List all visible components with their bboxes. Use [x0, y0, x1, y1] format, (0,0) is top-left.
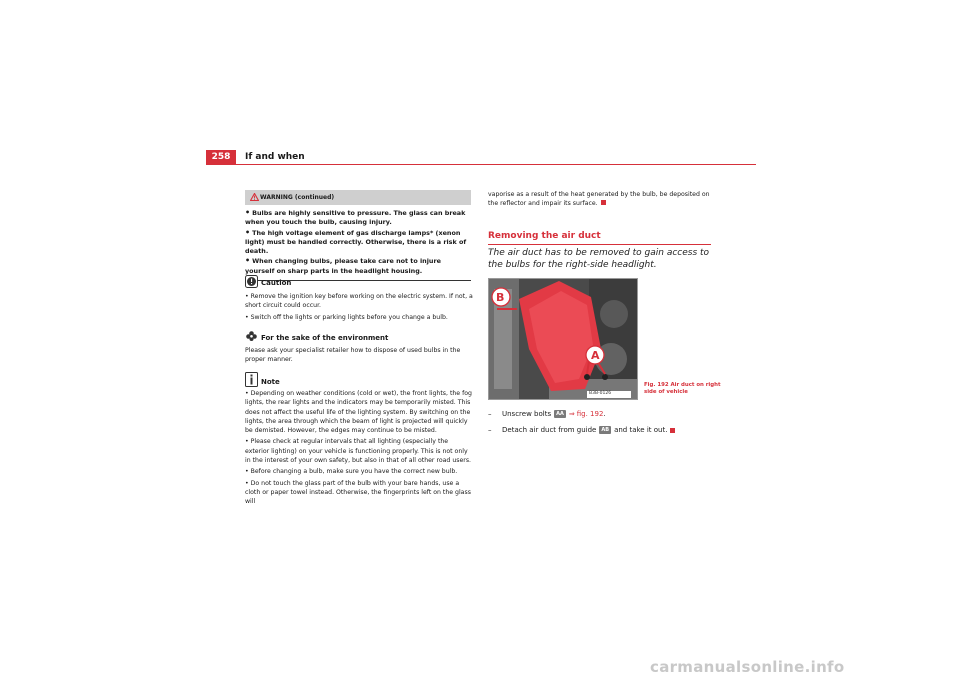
figure-illustration [489, 279, 637, 399]
caution-body [245, 292, 473, 324]
environment-title: For the sake of the environment [261, 334, 389, 342]
tag-aa: AA [556, 411, 564, 417]
continuation-text: vaporise as a result of the heat generated by the bulb, be deposited on the reflector and impair its surface. [488, 191, 710, 208]
list-item: • Before changing a bulb, make sure you have the correct new bulb. [245, 468, 458, 476]
step-unscrew-bolts: – Unscrew bolts AA ⇒ fig. 192 . [488, 410, 606, 418]
list-item: • Please check at regular intervals that all lighting (especially the exterior lighting) on your vehicle is functioning properly. This is not only in the interest of your own safety, but also in that of all other road users. [245, 438, 472, 465]
list-item: • Depending on weather conditions (cold or wet), the front lights, the fog lights, the rear lights and the indicators may be temporarily misted. This does not affect the useful life of the lighting system. By switching on the lights, the area through which the beam of light is projected will quickly be demisted. However, the edges may continue to be misted. [245, 390, 472, 435]
warning-header [245, 190, 471, 205]
note-info-icon [245, 372, 258, 387]
figure-reference-link[interactable]: fig. 192 [576, 410, 604, 418]
chapter-title: If and when [245, 152, 305, 162]
environment-heading [245, 330, 388, 343]
list-item: • When changing bulbs, please take care not to injure yourself on sharp parts in the headlight housing. [245, 256, 441, 275]
environment-text: Please ask your specialist retailer how to dispose of used bulbs in the proper manner. [245, 347, 461, 364]
note-heading [245, 372, 280, 387]
header-rule [206, 164, 756, 165]
warning-title: WARNING (continued) [260, 194, 335, 201]
warning-triangle-icon [250, 193, 259, 201]
figure-air-duct [488, 278, 638, 400]
callout-b-label: B [496, 291, 505, 304]
list-item: • Remove the ignition key before working on the electric system. If not, a short circuit could occur. [245, 293, 473, 310]
watermark: carmanualsonline.info [650, 658, 845, 676]
warning-box [245, 190, 471, 281]
end-marker [601, 200, 606, 205]
tag-ab: AB [601, 427, 610, 433]
figure-code: B3B-0126 [589, 391, 612, 396]
section-lead: The air duct has to be removed to gain access to the bulbs for the right-side headlight. [488, 248, 710, 270]
page-number: 258 [206, 150, 236, 164]
arrow-ref-icon: ⇒ [568, 410, 575, 418]
environment-body [245, 346, 473, 367]
step-detach-duct: – Detach air duct from guide AB and take it out. [488, 425, 675, 435]
callout-a-label: A [591, 349, 600, 362]
list-item: • Switch off the lights or parking lights before you change a bulb. [245, 313, 448, 321]
list-item: • Bulbs are highly sensitive to pressure. The glass can break when you touch the bulb, causing injury. [245, 208, 466, 227]
section-title: Removing the air duct [488, 231, 711, 245]
caution-exclamation-icon [245, 275, 258, 288]
environment-flower-icon [245, 330, 258, 343]
end-marker [670, 428, 675, 433]
note-title: Note [261, 378, 280, 386]
figure-caption: Fig. 192 Air duct on right side of vehicle [644, 382, 721, 395]
caution-heading [245, 275, 291, 288]
list-item: • Do not touch the glass part of the bulb with your bare hands, use a cloth or paper towel instead. Otherwise, the fingerprints left on the glass will [245, 479, 471, 506]
warning-body [245, 205, 471, 280]
note-body [245, 389, 473, 509]
list-item: • The high voltage element of gas discharge lamps* (xenon light) must be handled correctly. Otherwise, there is a risk of death. [245, 227, 467, 256]
caution-title: Caution [261, 279, 292, 287]
